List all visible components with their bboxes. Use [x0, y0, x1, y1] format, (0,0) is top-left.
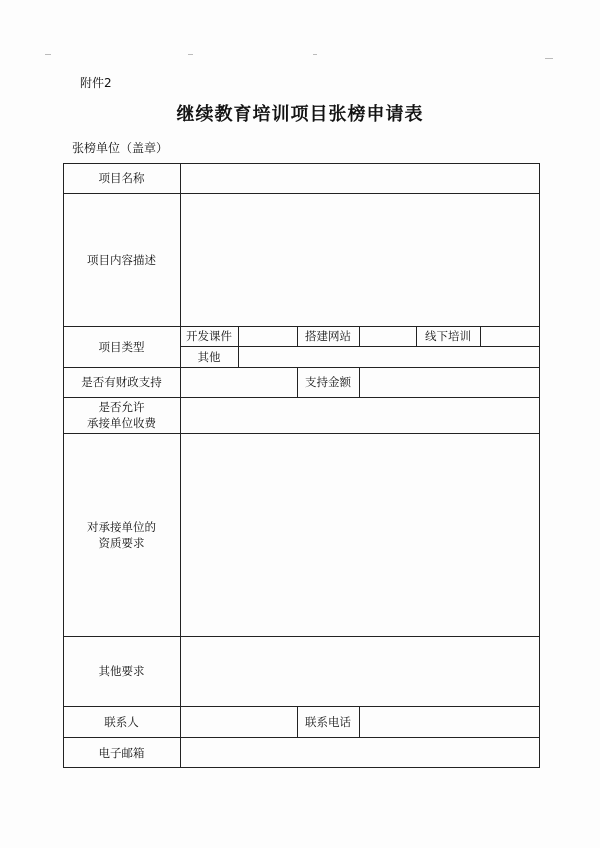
form-title: 继续教育培训项目张榜申请表	[176, 104, 424, 125]
project-name-label: 项目名称	[98, 171, 145, 185]
type-other-label: 其他	[197, 349, 221, 364]
support-amount-label: 支持金额	[305, 375, 351, 389]
type-courseware-label: 开发课件	[186, 329, 232, 343]
qualification-label-line1: 对承接单位的	[87, 519, 156, 534]
allow-fee-label-line2: 承接单位收费	[87, 416, 156, 430]
other-requirements-field[interactable]	[181, 637, 539, 706]
contact-phone-label: 联系电话	[305, 714, 351, 729]
allow-fee-field[interactable]	[181, 398, 539, 433]
email-field[interactable]	[181, 738, 539, 767]
qualification-label-line2: 资质要求	[98, 535, 145, 550]
scan-speck	[545, 58, 553, 59]
project-type-label: 项目类型	[98, 339, 145, 354]
type-website-label: 搭建网站	[305, 329, 351, 343]
allow-fee-label	[63, 397, 180, 433]
type-offline-training-label: 线下培训	[425, 329, 471, 343]
contact-phone-field[interactable]	[360, 707, 539, 737]
scan-speck	[188, 54, 193, 55]
project-description-label: 项目内容描述	[87, 252, 156, 267]
type-courseware-field[interactable]	[239, 327, 297, 346]
scan-speck	[313, 54, 317, 55]
project-description-field[interactable]	[181, 194, 539, 326]
contact-person-label: 联系人	[104, 714, 139, 729]
qualification-label	[63, 433, 180, 636]
other-requirements-label: 其他要求	[98, 664, 145, 678]
posting-unit-label: 张榜单位（盖章）	[72, 141, 169, 155]
type-website-field[interactable]	[360, 327, 416, 346]
attachment-label: 附件2	[80, 76, 112, 90]
project-name-field[interactable]	[181, 164, 539, 193]
email-label: 电子邮箱	[98, 745, 145, 760]
type-other-field[interactable]	[239, 347, 539, 367]
contact-person-field[interactable]	[181, 707, 297, 737]
allow-fee-label-line1: 是否允许	[98, 400, 145, 414]
support-amount-field[interactable]	[360, 368, 539, 397]
finance-support-field[interactable]	[181, 368, 297, 397]
qualification-field[interactable]	[181, 434, 539, 636]
finance-support-label: 是否有财政支持	[81, 375, 162, 389]
scan-speck	[45, 54, 51, 55]
type-offline-training-field[interactable]	[481, 327, 539, 346]
